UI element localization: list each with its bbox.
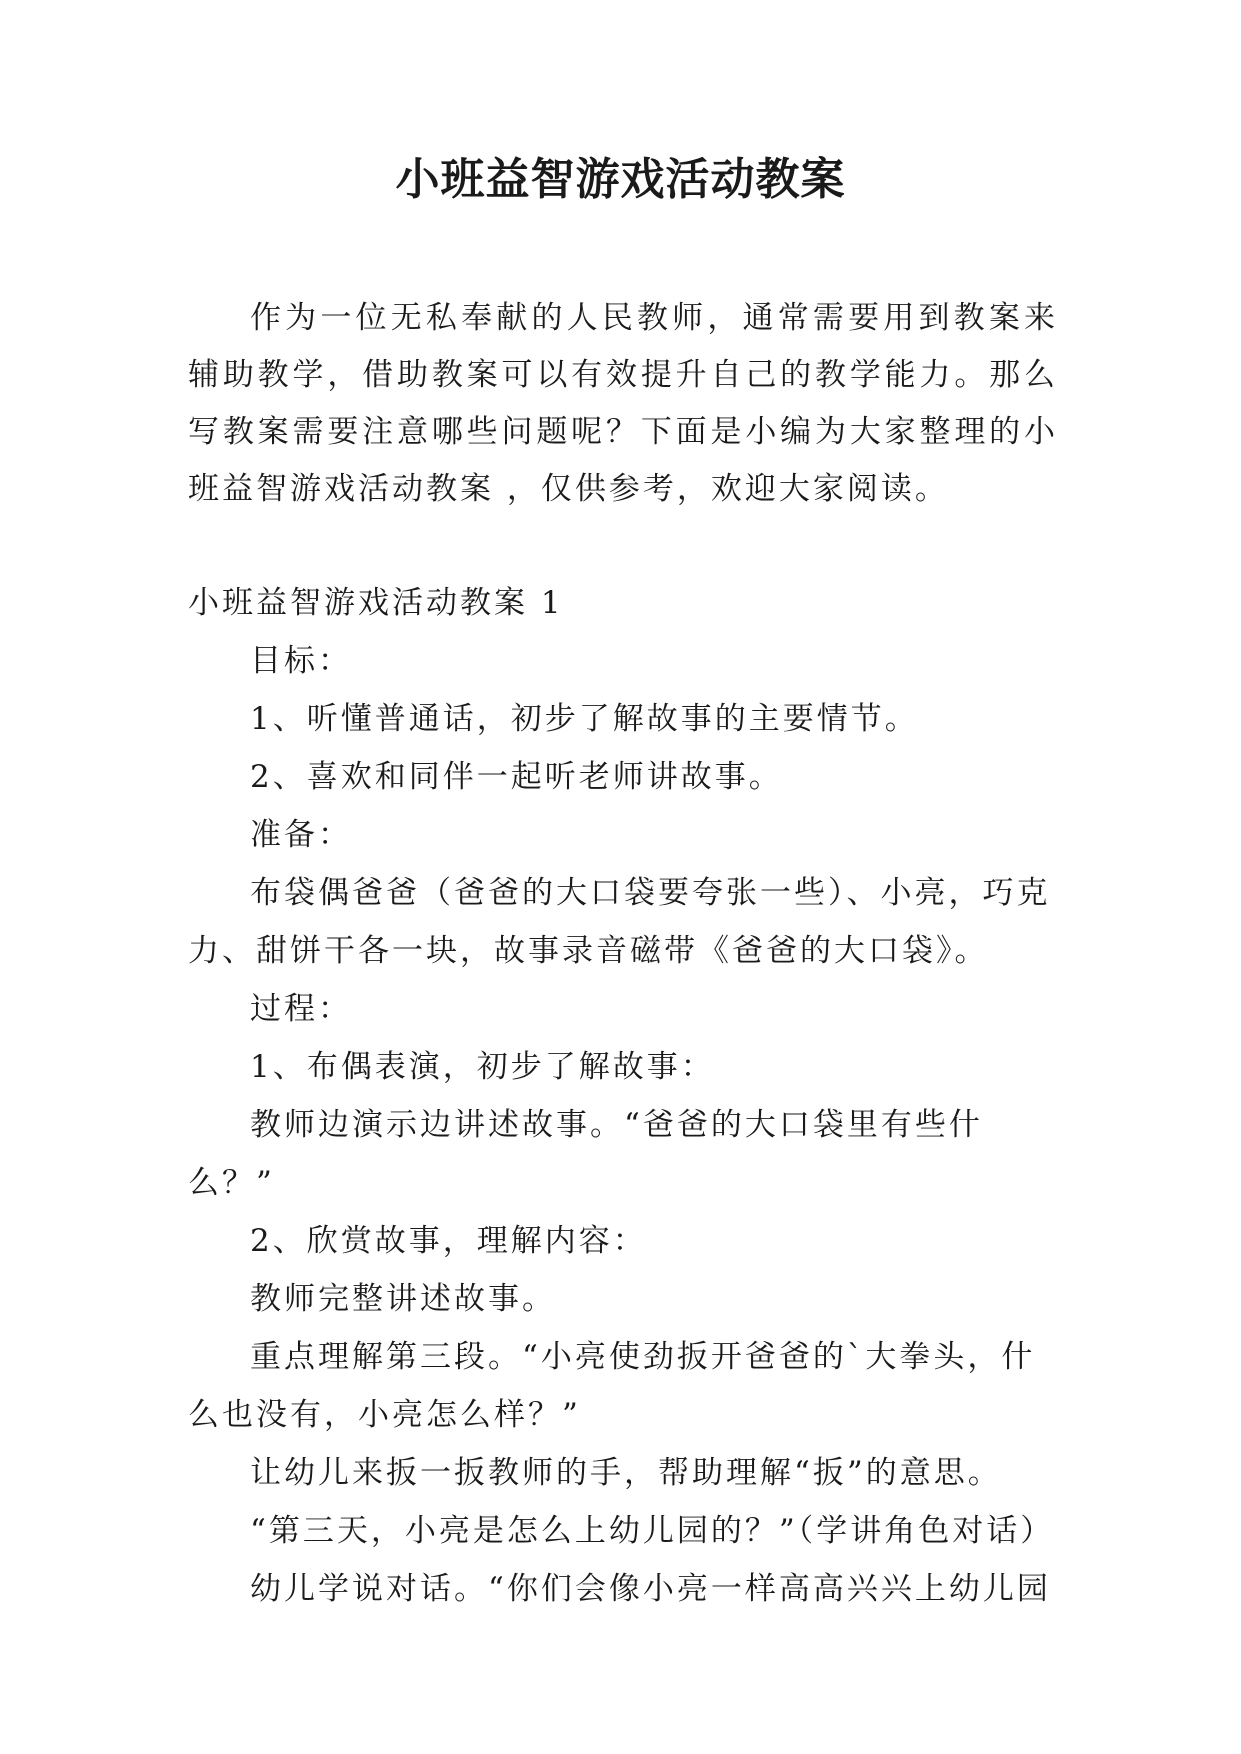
section-heading: 小班益智游戏活动教案 1 — [188, 585, 564, 621]
intro-block — [188, 290, 1058, 518]
process-paragraph: 让幼儿来扳一扳教师的手，帮助理解“扳”的意思。 — [250, 1455, 1002, 1491]
goals-heading: 目标： — [250, 643, 352, 679]
process-step-2: 2、欣赏故事，理解内容： — [250, 1223, 647, 1259]
process-paragraph: “第三天，小亮是怎么上幼儿园的？”（学讲角色对话） — [250, 1513, 1055, 1549]
process-paragraph: 教师边演示边讲述故事。“爸爸的大口袋里有些什么？” — [188, 1107, 983, 1201]
intro-paragraph: 作为一位无私奉献的人民教师，通常需要用到教案来辅助教学，借助教案可以有效提升自己的教学能力。那么写教案需要注意哪些问题呢？下面是小编为大家整理的小班益智游戏活动教案 ，仅供参考，欢迎大家阅读。 — [188, 300, 1058, 507]
document-title: 小班益智游戏活动教案 — [395, 154, 846, 205]
goal-item-1: 1、听懂普通话，初步了解故事的主要情节。 — [250, 701, 919, 737]
process-paragraph: 重点理解第三段。“小亮使劲扳开爸爸的`大拳头，什么也没有，小亮怎么样？” — [188, 1339, 1036, 1433]
preparation-text: 布袋偶爸爸（爸爸的大口袋要夸张一些）、小亮，巧克力、甜饼干各一块，故事录音磁带《爸爸的大口袋》。 — [188, 875, 1051, 969]
goal-item-2: 2、喜欢和同伴一起听老师讲故事。 — [250, 759, 783, 795]
process-paragraph: 幼儿学说对话。“你们会像小亮一样高高兴兴上幼儿园 — [250, 1571, 1051, 1607]
lesson-plan-section — [188, 574, 1058, 1618]
process-paragraph: 教师完整讲述故事。 — [250, 1281, 556, 1317]
process-heading: 过程： — [250, 991, 352, 1027]
process-step-1: 1、布偶表演，初步了解故事： — [250, 1049, 715, 1085]
preparation-heading: 准备： — [250, 817, 352, 853]
